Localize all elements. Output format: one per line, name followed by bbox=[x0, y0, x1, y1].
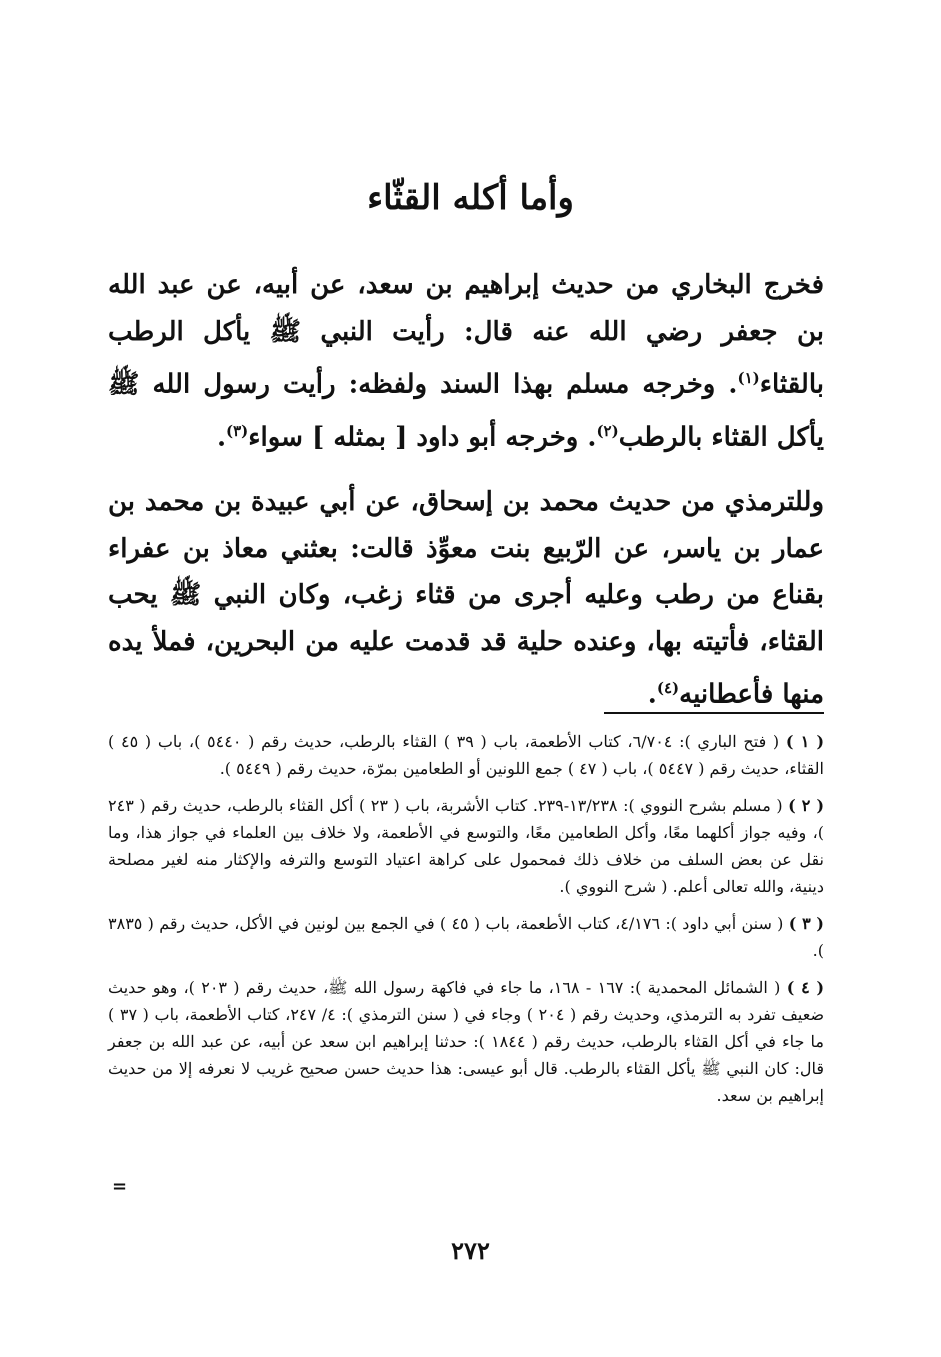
paragraph-text: فخرج البخاري من حديث إبراهيم بن سعد، عن أبيه، عن عبد الله بن جعفر رضي الله عنه قال: رأيت النبي ﷺ يأكل الرطب بالقثاء bbox=[108, 270, 824, 400]
footnote-number: ( ٤ ) bbox=[786, 978, 825, 997]
footnote-divider bbox=[604, 712, 824, 714]
footnotes bbox=[108, 728, 824, 1119]
footnote-ref: (٤) bbox=[656, 679, 680, 698]
paragraph-text: وللترمذي من حديث محمد بن إسحاق، عن أبي عبيدة بن محمد بن عمار بن ياسر، عن الرّبيع بنت معوِّذ قالت: بعثني معاذ بن عفراء بقناع من رطب وعليه أجرى من قثاء زغب، وكان النبي ﷺ يحب القثاء، فأتيته بها، وعنده حلية قد قدمت عليه من البحرين، فملأ يده منها فأعطانيه bbox=[108, 487, 824, 710]
footnote-number: ( ٣ ) bbox=[788, 914, 824, 933]
paragraph: فخرج البخاري من حديث إبراهيم بن سعد، عن أبيه، عن عبد الله بن جعفر رضي الله عنه قال: رأيت النبي ﷺ يأكل الرطب بالقثاء$^{(١)}$. وخرجه مسلم بهذا السند ولفظه: رأيت رسول الله ﷺ يأكل القثاء بالرطب$^{(٢)}$. وخرجه أبو داود [ بمثله ] سواء$^{(٣)}$. bbox=[108, 270, 824, 453]
section-title: وأما أكله القثّاء bbox=[367, 178, 574, 218]
page-number: ٢٧٢ bbox=[451, 1236, 490, 1265]
footnote-number: ( ١ ) bbox=[785, 732, 825, 751]
footnote-text: ( مسلم بشرح النووي ): ١٣/٢٣٨-٢٣٩. كتاب الأشربة، باب ( ٢٣ ) أكل القثاء بالرطب، حديث رقم ( ٢٤٣ )، وفيه جواز أكلهما معًا، وأكل الطعامين معًا، والتوسع في الأطعمة، ولا خلاف بين العلماء في جواز هذا، وما نقل عن بعض السلف من خلاف ذلك فمحمول على كراهة اعتياد التوسع والترفه والإكثار منه لغير مصلحة دينية، والله تعالى أعلم. ( شرح النووي ). bbox=[108, 796, 824, 896]
footnote-ref: (١) bbox=[737, 369, 760, 387]
footnote bbox=[108, 792, 824, 900]
paragraph-text: . وخرجه أبو داود [ بمثله ] سواء bbox=[248, 422, 597, 453]
footnote-text: ( الشمائل المحمدية ): ١٦٧ - ١٦٨، ما جاء في فاكهة رسول الله ﷺ، حديث رقم ( ٢٠٣ )، وهو حديث ضعيف تفرد به الترمذي، وحديث رقم ( ٢٠٤ ) وجاء في ( سنن الترمذي ): ٤/ ٢٤٧، كتاب الأطعمة، باب ( ٣٧ ) ما جاء في أكل القثاء بالرطب، حديث رقم ( ١٨٤٤ ): حدثنا إبراهيم ابن سعد عن أبيه، عن عبد الله بن جعفر قال: كان النبي ﷺ يأكل القثاء بالرطب. قال أبو عيسى: هذا حديث حسن صحيح غريب لا نعرفه إلا من حديث إبراهيم بن سعد. bbox=[108, 978, 825, 1105]
footnote-text: ( فتح الباري ): ٦/٧٠٤، كتاب الأطعمة، باب ( ٣٩ ) القثاء بالرطب، حديث رقم ( ٥٤٤٠ )، باب ( ٤٥ ) القثاء، حديث رقم ( ٥٤٤٧ )، باب ( ٤٧ ) جمع اللونين أو الطعامين بمرّة، حديث رقم ( ٥٤٤٩ ). bbox=[108, 732, 824, 778]
footnote bbox=[108, 910, 824, 964]
paragraph-text: . وخرجه مسلم بهذا السند ولفظه: رأيت رسول الله ﷺ يأكل القثاء بالرطب bbox=[108, 369, 824, 453]
main-text bbox=[108, 262, 824, 736]
footnote-number: ( ٢ ) bbox=[788, 796, 825, 815]
paragraph: وللترمذي من حديث محمد بن إسحاق، عن أبي عبيدة بن محمد بن عمار بن ياسر، عن الرّبيع بنت معوِّذ قالت: بعثني معاذ بن عفراء بقناع من رطب وعليه أجرى من قثاء زغب، وكان النبي ﷺ يحب القثاء، فأتيته بها، وعنده حلية قد قدمت عليه من البحرين، فملأ يده منها فأعطانيه$^{(٤)}$. bbox=[108, 487, 824, 710]
continuation-mark: = bbox=[112, 1176, 128, 1197]
footnote bbox=[108, 974, 824, 1109]
footnote-ref: (٢) bbox=[596, 422, 619, 441]
footnote-ref: (٣) bbox=[226, 422, 249, 441]
footnote-text: ( سنن أبي داود ): ٤/١٧٦، كتاب الأطعمة، باب ( ٤٥ ) في الجمع بين لونين في الأكل، حديث رقم ( ٣٨٣٥ ). bbox=[108, 914, 824, 960]
footnote bbox=[108, 728, 824, 782]
